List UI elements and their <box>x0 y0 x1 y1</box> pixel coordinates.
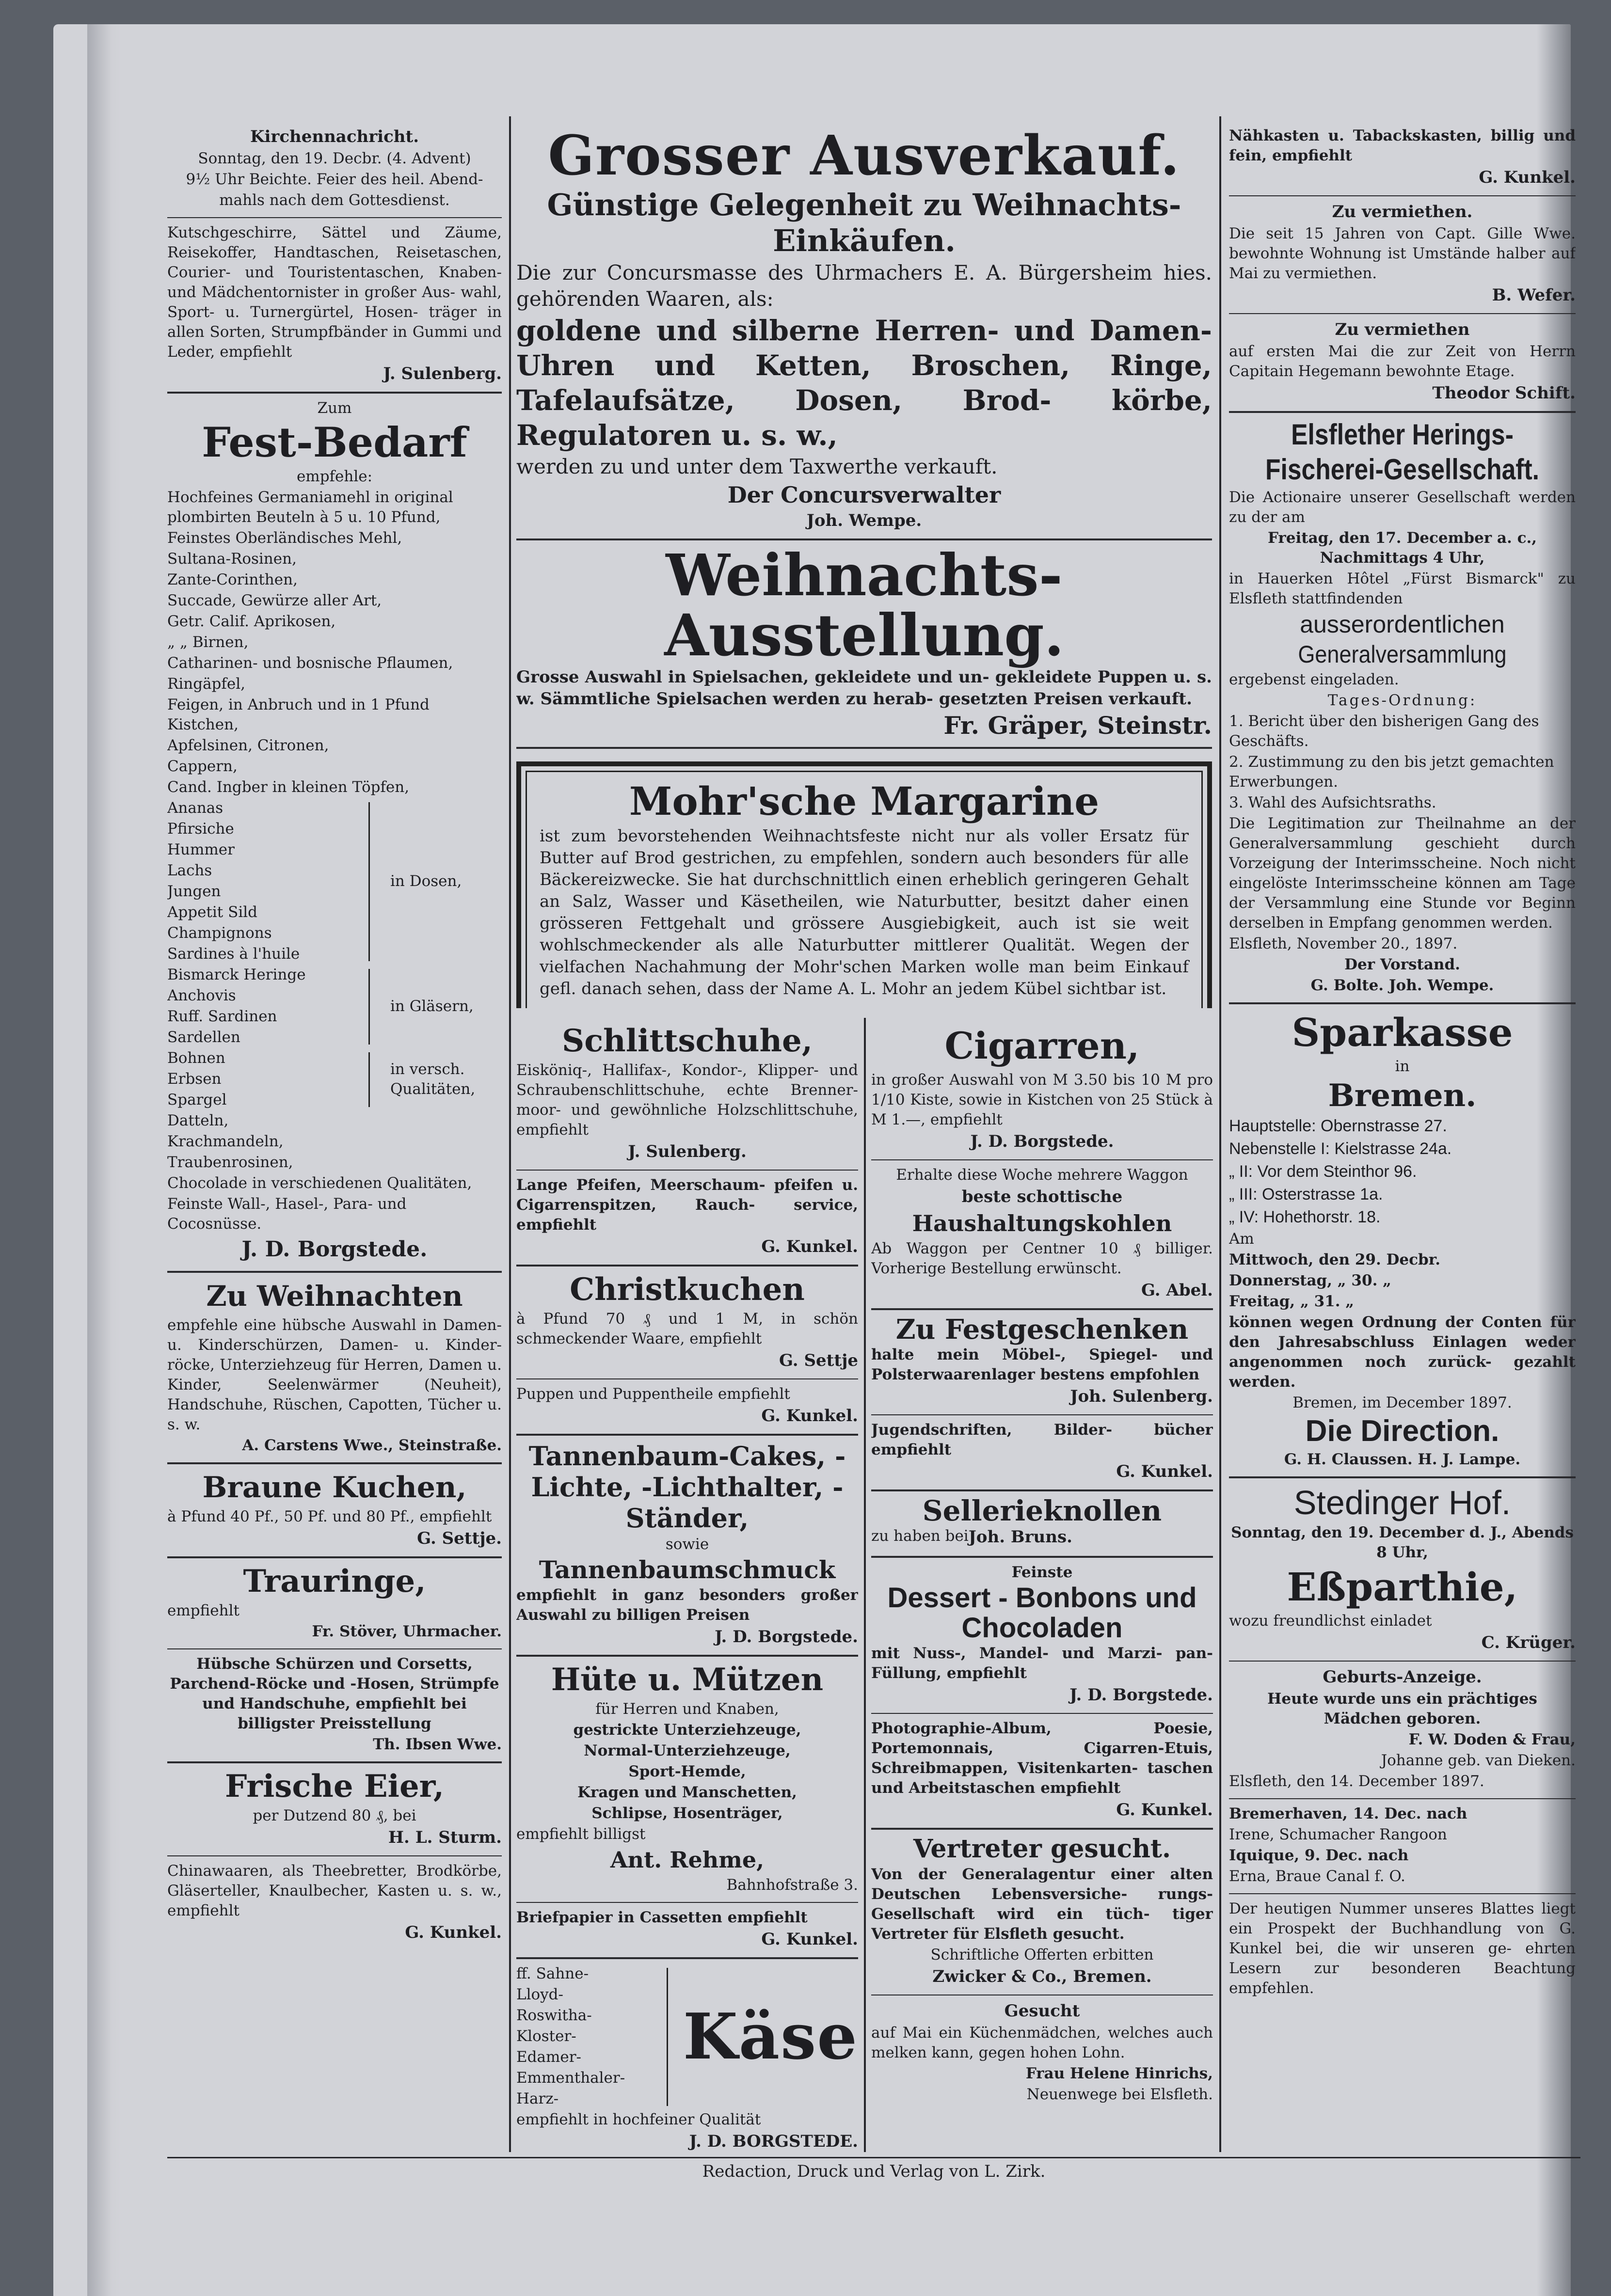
sattler-text: Kutschgeschirre, Sättel und Zäume, Reisekoffer, Handtaschen, Reisetaschen, Courier- und Touristentaschen, Knaben- und Mädchentornister in großer Aus- wahl, Sport- u. Turnergürtel, Hosen- träger in allen Sorten, Strumpfbänder in Gummi und Leder, empfiehlt <box>167 224 502 361</box>
divider <box>1229 1661 1576 1662</box>
divider <box>1229 1798 1576 1799</box>
kaese-group <box>516 1964 858 2110</box>
divider <box>516 1655 858 1657</box>
divider <box>167 1648 502 1649</box>
trauringe-text: empfiehlt <box>167 1602 239 1619</box>
fest-glas-group <box>167 965 502 1048</box>
vertreter-text: Schriftliche Offerten erbitten <box>930 1946 1154 1963</box>
stedinger-hof-event: Eßparthie, <box>1287 1564 1518 1610</box>
geburt-ad <box>1229 1666 1576 1791</box>
herings-vorstand: Der Vorstand. <box>1344 956 1460 973</box>
sattler-ad <box>167 223 502 385</box>
column-2 <box>516 1023 858 2152</box>
vermiethen-text: Die seit 15 Jahren von Capt. Gille Wwe. bewohnte Wohnung ist Umstände halber auf Mai zu vermiethen. <box>1229 225 1576 282</box>
pfeifen-ad <box>516 1175 858 1258</box>
gesucht-title: Gesucht <box>1004 2001 1080 2021</box>
weihnachten-text: empfehle eine hübsche Auswahl in Damen- u. Kinderschürzen, Damen- u. Kinder- röcke, Unterziehzeug für Herren, Damen u. Kinder, Seelenwärmer (Neuheit), Handschuhe, Rüschen, Capotten, Tücher u. s. w. <box>167 1316 502 1433</box>
eier-text: per Dutzend 80 ₰, bei <box>253 1807 416 1824</box>
festgeschenke-title: Zu Festgeschenken <box>895 1314 1189 1346</box>
column-divider <box>864 1018 866 2152</box>
tannenbaum-text: empfiehlt in ganz besonders großer Auswahl zu billigen Preisen <box>516 1586 858 1624</box>
fest-line: Sultana-Rosinen, <box>167 550 297 568</box>
vertreter-text: Von der Generalagentur einer alten Deutschen Lebensversiche- rungs-Gesellschaft wird ein tüch- tiger Vertreter für Elsfleth gesucht. <box>871 1866 1213 1943</box>
divider <box>1229 1893 1576 1894</box>
fest-item: Champignons <box>167 924 272 942</box>
christkuchen-signature: G. Settje <box>779 1351 858 1370</box>
fest-line: Cappern, <box>167 758 238 775</box>
huete-line: für Herren und Knaben, <box>595 1700 779 1718</box>
fest-signature: J. D. Borgstede. <box>241 1237 428 1262</box>
margarine-text: ist zum bevorstehenden Weihnachtsfeste nicht nur als voller Ersatz für Butter auf Brod gestrichen, zu empfehlen, sondern auch besonders für alle Bäckereizwecke. Sie hat durchschnittlich einen erheblich geringeren Gehalt an Salz, Wasser und Käsetheilen, wie Naturbutter, besitzt daher einen grösseren Fettgehalt und grössere Ausgiebigkeit, auch ist sie weit wohlschmeckender als alle Naturbutter mittlerer Qualität. Wegen der vielfachen Nachahmung der Mohr'schen Marken wolle man beim Einkauf gefl. danach sehen, dass der Name A. L. Mohr an jedem Kübel sichtbar ist. <box>540 826 1189 998</box>
herings-text: Die Legitimation zur Theilnahme an der Generalversammlung geschieht durch Vorzeigung der Interimsscheine. Noch nicht eingelöste Interimsscheine können am Tage der Versammlung eine Stunde vor Beginn derselben in Empfang genommen werden. <box>1229 815 1576 932</box>
divider <box>871 1159 1213 1160</box>
ausverkauf-ad <box>516 126 1212 532</box>
jugend-text: Jugendschriften, Bilder- bücher empfiehlt <box>871 1421 1213 1458</box>
schiff-line: Bremerhaven, 14. Dec. nach <box>1229 1805 1467 1822</box>
sparkasse-day: Freitag, „ 31. „ <box>1229 1293 1355 1310</box>
schiff-line: Irene, Schumacher Rangoon <box>1229 1826 1447 1843</box>
kaese-signature: J. D. BORGSTEDE. <box>689 2132 858 2151</box>
bonbons-signature: J. D. Borgstede. <box>1069 1685 1213 1705</box>
kaese-item: Roswitha- <box>516 2007 592 2024</box>
vermiethen-ad-2 <box>1229 319 1576 404</box>
margarine-title: Mohr'sche Margarine <box>629 778 1100 824</box>
herings-agenda-item: 3. Wahl des Aufsichtsraths. <box>1229 794 1436 811</box>
ausstellung-title: Weihnachts-Ausstellung. <box>664 541 1064 669</box>
fest-line: Zante-Corinthen, <box>167 571 298 588</box>
column-1 <box>167 126 502 2152</box>
cigarren-text: in großer Auswahl von M 3.50 bis 10 M pro 1/10 Kiste, sowie in Kistchen von 25 Stück à M 1.—, empfiehlt <box>871 1071 1213 1128</box>
sparkasse-neben: „ III: Osterstrasse 1a. <box>1229 1185 1383 1203</box>
schiffs-nachrichten <box>1229 1804 1576 1886</box>
tannenbaum-signature: J. D. Borgstede. <box>715 1627 858 1647</box>
fest-line: Ringäpfel, <box>167 675 245 693</box>
fest-item: Anchovis <box>167 987 236 1004</box>
column-4 <box>1229 126 1576 2152</box>
divider <box>1229 313 1576 314</box>
sellerie-row <box>871 1526 1213 1549</box>
pfeifen-text: Lange Pfeifen, Meerschaum- pfeifen u. Cigarrenspitzen, Rauch- service, empfiehlt <box>516 1176 858 1234</box>
sparkasse-title: Sparkasse <box>1292 1010 1513 1055</box>
gesucht-signature: Neuenwege bei Elsfleth. <box>1026 2086 1213 2103</box>
fest-item: Appetit Sild <box>167 903 258 921</box>
geburt-title: Geburts-Anzeige. <box>1323 1667 1482 1687</box>
herings-heading: ausserordentlichen <box>1300 611 1505 638</box>
huete-line: Schlipse, Hosenträger, <box>591 1805 783 1822</box>
kaese-item: ff. Sahne- <box>516 1965 589 1982</box>
weihnachten-signature: A. Carstens Wwe., Steinstraße. <box>242 1437 502 1454</box>
fest-glas-label: in Gläsern, <box>390 997 474 1015</box>
ausverkauf-subtitle: Günstige Gelegenheit zu Weihnachts-Einkäufen. <box>547 187 1181 258</box>
vermiethen-ad-1 <box>1229 201 1576 306</box>
ausverkauf-title: Grosser Ausverkauf. <box>548 126 1180 188</box>
vermiethen-text: auf ersten Mai die zur Zeit von Herrn Capitain Hegemann bewohnte Etage. <box>1229 343 1576 380</box>
divider <box>167 1462 502 1464</box>
china-text: Chinawaaren, als Theebretter, Brodkörbe, Gläserteller, Knaulbecher, Kasten u. s. w., empfiehlt <box>167 1862 502 1919</box>
kohlen-bold: beste schottische <box>961 1187 1123 1206</box>
fest-line: Getr. Calif. Aprikosen, <box>167 613 336 630</box>
herings-place-date: Elsfleth, November 20., 1897. <box>1229 935 1458 952</box>
divider <box>516 1434 858 1436</box>
divider <box>167 217 502 218</box>
divider <box>516 1957 858 1959</box>
kirchen-line: Sonntag, den 19. Decbr. (4. Advent) <box>198 150 471 167</box>
divider <box>1229 1476 1576 1478</box>
herings-title: Elsflether Herings- <box>1291 418 1514 451</box>
sellerie-title: Sellerieknollen <box>922 1494 1162 1527</box>
puppen-signature: G. Kunkel. <box>761 1406 858 1425</box>
herings-title: Fischerei-Gesellschaft. <box>1265 453 1539 486</box>
sparkasse-am: Am <box>1229 1230 1254 1248</box>
stedinger-hof-ad <box>1229 1483 1576 1654</box>
ausverkauf-text: werden zu und unter dem Taxwerthe verkauft. <box>516 455 998 478</box>
bonbons-ad <box>871 1563 1213 1706</box>
fest-dosen-group <box>167 798 502 965</box>
christkuchen-title: Christkuchen <box>570 1271 805 1308</box>
geburt-text: Heute wurde uns ein prächtiges Mädchen geboren. <box>1267 1690 1537 1727</box>
kohlen-title: Haushaltungskohlen <box>912 1210 1172 1236</box>
kohlen-text: Ab Waggon per Centner 10 ₰ billiger. Vorherige Bestellung erwünscht. <box>871 1240 1213 1277</box>
sparkasse-neben: Nebenstelle I: Kielstrasse 24a. <box>1229 1140 1452 1158</box>
footer-rule <box>167 2157 1580 2158</box>
fest-line: Succade, Gewürze aller Art, <box>167 592 382 609</box>
geburt-date: Elsfleth, den 14. December 1897. <box>1229 1773 1484 1790</box>
brace-mark <box>667 1968 673 2106</box>
fest-line: Krachmandeln, <box>167 1133 284 1150</box>
vermiethen-title: Zu vermiethen <box>1335 320 1470 339</box>
fest-item: Jungen <box>167 883 221 900</box>
divider <box>516 538 1212 540</box>
fest-title: Fest-Bedarf <box>202 418 467 466</box>
kaese-text: empfiehlt in hochfeiner Qualität <box>516 2111 761 2128</box>
schuerzen-ad <box>167 1654 502 1755</box>
stedinger-hof-title: Stedinger Hof. <box>1293 1484 1511 1521</box>
fest-item: Sardines à l'huile <box>167 945 300 963</box>
column-3 <box>871 1023 1213 2152</box>
schlittschuhe-ad <box>516 1023 858 1163</box>
kirchen-line: 9½ Uhr Beichte. Feier des heil. Abend- <box>186 171 483 188</box>
sellerie-ad <box>871 1496 1213 1549</box>
vermiethen-title: Zu vermiethen. <box>1332 202 1473 222</box>
herings-date: Freitag, den 17. December a. c., Nachmittags 4 Uhr, <box>1267 529 1537 567</box>
weihnachten-title: Zu Weihnachten <box>206 1280 463 1313</box>
briefpapier-ad <box>516 1908 858 1950</box>
herings-ad <box>1229 418 1576 996</box>
gesucht-ad <box>871 2000 1213 2105</box>
briefpapier-text: Briefpapier in Cassetten empfiehlt <box>516 1909 808 1926</box>
divider <box>871 1489 1213 1491</box>
kaese-word: Käse <box>683 1999 858 2074</box>
kohlen-intro: Erhalte diese Woche mehrere Waggon <box>896 1166 1188 1184</box>
column-divider <box>509 116 511 2152</box>
china-signature: G. Kunkel. <box>405 1923 502 1942</box>
sparkasse-date: Bremen, im December 1897. <box>1292 1394 1512 1411</box>
ausverkauf-items: goldene und silberne Herren- und Damen-Uhren und Ketten, Broschen, Ringe, Tafelaufsätze, Dosen, Brod- körbe, Regulatoren u. s. w., <box>516 314 1212 452</box>
vermiethen-signature: Theodor Schift. <box>1432 383 1576 403</box>
herings-heading: Generalversammlung <box>1298 641 1507 668</box>
sparkasse-city: Bremen. <box>1328 1077 1477 1114</box>
fest-line: Feinstes Oberländisches Mehl, <box>167 529 402 547</box>
stedinger-hof-signature: C. Krüger. <box>1481 1633 1576 1652</box>
bonbons-pre: Feinste <box>1011 1564 1073 1581</box>
festgeschenke-ad <box>871 1315 1213 1408</box>
naeh-signature: G. Kunkel. <box>1479 168 1576 187</box>
fest-line: Catharinen- und bosnische Pflaumen, <box>167 654 453 672</box>
kaese-item: Emmenthaler- <box>516 2069 625 2087</box>
kohlen-signature: G. Abel. <box>1141 1281 1213 1300</box>
ausstellung-signature: Fr. Gräper, Steinstr. <box>943 711 1212 740</box>
huete-line: Kragen und Manschetten, <box>577 1784 797 1801</box>
tannenbaum-title: Tannenbaum-Cakes, -Lichte, -Lichthalter, -Ständer, <box>528 1441 846 1534</box>
margarine-ad <box>516 761 1212 1008</box>
sparkasse-neben: „ IV: Hohethorstr. 18. <box>1229 1208 1381 1226</box>
christkuchen-text: à Pfund 70 ₰ und 1 M, in schön schmeckender Waare, empfiehlt <box>516 1310 858 1347</box>
puppen-ad <box>516 1384 858 1427</box>
huete-line: empfiehlt billigst <box>516 1825 646 1843</box>
fest-line: Feinste Wall-, Hasel-, Para- und Cocosnüsse. <box>167 1195 407 1233</box>
fest-item: Hummer <box>167 841 235 858</box>
ausstellung-ad <box>516 541 1212 740</box>
naeh-text: Nähkasten u. Tabackskasten, billig und fein, empfiehlt <box>1229 127 1576 164</box>
page-content <box>167 97 1580 2215</box>
herings-agenda-item: 1. Bericht über den bisherigen Gang des Geschäfts. <box>1229 713 1539 750</box>
fest-item: Spargel <box>167 1091 227 1108</box>
kaese-item: Harz- <box>516 2090 559 2107</box>
bonbons-title: Dessert - Bonbons und <box>887 1582 1197 1614</box>
fest-empfehle: empfehle: <box>296 468 373 485</box>
eier-signature: H. L. Sturm. <box>388 1828 502 1847</box>
divider <box>516 1902 858 1903</box>
weihnachten-ad <box>167 1278 502 1456</box>
column-divider <box>1219 116 1221 2152</box>
trauringe-ad <box>167 1563 502 1642</box>
kaese-ad <box>516 1964 858 2152</box>
brace-mark <box>368 1052 381 1107</box>
kuchen-title: Braune Kuchen, <box>202 1471 467 1504</box>
kirchen-line: mahls nach dem Gottesdienst. <box>219 191 450 209</box>
sparkasse-ad <box>1229 1009 1576 1470</box>
divider <box>516 747 1212 749</box>
kirchen-notice <box>167 126 502 210</box>
sellerie-text: zu haben bei <box>871 1527 969 1545</box>
sparkasse-neben: „ II: Vor dem Steinthor 96. <box>1229 1162 1417 1181</box>
fest-line: Apfelsinen, Citronen, <box>167 737 329 754</box>
sparkasse-day: Mittwoch, den 29. Decbr. <box>1229 1251 1440 1268</box>
ausstellung-text: Grosse Auswahl in Spielsachen, gekleidete und un- gekleidete Puppen u. s. w. Sämmtliche Spielsachen werden zu herab- gesetzten Preisen verkauft. <box>516 667 1212 709</box>
huete-line: Sport-Hemde, <box>628 1763 746 1780</box>
divider <box>167 392 502 394</box>
kuchen-signature: G. Settje. <box>417 1529 502 1548</box>
sparkasse-text: können wegen Ordnung der Conten für den Jahresabschluss Einlagen weder angenommen noch zurück- gezahlt werden. <box>1229 1314 1576 1391</box>
cigarren-ad <box>871 1023 1213 1153</box>
herings-signature: G. Bolte. Joh. Wempe. <box>1310 977 1494 994</box>
sattler-signature: J. Sulenberg. <box>383 364 502 383</box>
fest-item: Bismarck Heringe <box>167 966 306 983</box>
fest-qual-label: in versch. Qualitäten, <box>390 1060 476 1098</box>
fest-item: Sardellen <box>167 1029 240 1046</box>
festgeschenke-text: halte mein Möbel-, Spiegel- und Polsterwaarenlager bestens empfohlen <box>871 1346 1213 1383</box>
gesucht-signature: Frau Helene Hinrichs, <box>1025 2065 1213 2082</box>
ausverkauf-signature: Der Concursverwalter <box>727 482 1001 508</box>
schlittschuhe-title: Schlittschuhe, <box>561 1023 813 1059</box>
eier-ad <box>167 1768 502 1849</box>
herings-text: Die Actionaire unserer Gesellschaft werden zu der am <box>1229 489 1576 526</box>
jugend-ad <box>871 1420 1213 1483</box>
tannenbaum-ad <box>516 1441 858 1648</box>
trauringe-title: Trauringe, <box>243 1563 426 1599</box>
kuchen-text: à Pfund 40 Pf., 50 Pf. und 80 Pf., empfiehlt <box>167 1508 492 1525</box>
fest-line: „ „ Birnen, <box>167 633 249 651</box>
vertreter-signature: Zwicker & Co., Bremen. <box>932 1967 1152 1986</box>
eier-title: Frische Eier, <box>224 1768 445 1805</box>
trauringe-signature: Fr. Stöver, Uhrmacher. <box>312 1623 502 1640</box>
photo-signature: G. Kunkel. <box>1116 1800 1213 1820</box>
huete-address: Bahnhofstraße 3. <box>726 1876 858 1894</box>
ausverkauf-text: Die zur Concursmasse des Uhrmachers E. A. Bürgersheim hies. gehörenden Waaren, als: <box>516 261 1212 311</box>
sparkasse-haupt: Hauptstelle: Obernstrasse 27. <box>1229 1117 1447 1135</box>
tannenbaum-sowie: sowie <box>665 1536 709 1553</box>
sparkasse-signature: G. H. Claussen. H. J. Lampe. <box>1284 1451 1521 1468</box>
festgeschenke-signature: Joh. Sulenberg. <box>1070 1387 1213 1406</box>
divider <box>167 1271 502 1273</box>
fest-line: Feigen, in Anbruch und in 1 Pfund Kistchen, <box>167 696 430 733</box>
herings-agenda-title: Tages-Ordnung: <box>1327 692 1477 709</box>
divider <box>516 1170 858 1171</box>
brace-mark <box>368 969 381 1045</box>
fest-item: Ruff. Sardinen <box>167 1008 277 1025</box>
fest-zum: Zum <box>317 399 352 417</box>
kirchen-title: Kirchennachricht. <box>250 127 419 146</box>
fest-line: Traubenrosinen, <box>167 1154 293 1171</box>
kaese-item: Edamer- <box>516 2048 581 2066</box>
divider <box>1229 411 1576 413</box>
kaese-item: Lloyd- <box>516 1986 563 2003</box>
pfeifen-signature: G. Kunkel. <box>761 1237 858 1256</box>
cigarren-signature: J. D. Borgstede. <box>970 1132 1114 1151</box>
fest-item: Erbsen <box>167 1070 222 1088</box>
huete-ad <box>516 1662 858 1895</box>
divider <box>871 1713 1213 1714</box>
kuchen-ad <box>167 1469 502 1550</box>
sellerie-signature: Joh. Bruns. <box>968 1527 1072 1547</box>
stedinger-hof-date: Sonntag, den 19. December d. J., Abends 8 Uhr, <box>1231 1524 1574 1561</box>
sparkasse-in: in <box>1395 1058 1410 1075</box>
vertreter-ad <box>871 1835 1213 1988</box>
divider <box>871 1414 1213 1415</box>
fest-qual-group <box>167 1048 502 1111</box>
imprint: Redaction, Druck und Verlag von L. Zirk. <box>702 2162 1046 2181</box>
photo-ad <box>871 1719 1213 1821</box>
divider <box>167 1855 502 1856</box>
fest-bedarf-ad <box>167 398 502 1264</box>
cigarren-title: Cigarren, <box>944 1024 1140 1067</box>
photo-text: Photographie-Album, Poesie, Portemonnais, Cigarren-Etuis, Schreibmappen, Visitenkarten- taschen und Arbeitstaschen empfiehlt <box>871 1720 1213 1797</box>
kohlen-ad <box>871 1165 1213 1301</box>
jugend-signature: G. Kunkel. <box>1116 1462 1213 1481</box>
china-ad <box>167 1861 502 1944</box>
fest-item: Bohnen <box>167 1049 225 1067</box>
schuerzen-text: Hübsche Schürzen und Corsetts, Parchend-Röcke und -Hosen, Strümpfe und Handschuhe, empfiehlt bei billigster Preisstellung <box>170 1655 499 1732</box>
briefpapier-signature: G. Kunkel. <box>761 1930 858 1949</box>
tannenbaum-bold: Tannenbaumschmuck <box>539 1555 836 1584</box>
divider <box>871 1308 1213 1310</box>
fest-dosen-label: in Dosen, <box>390 872 462 890</box>
page-gutter <box>87 24 121 2296</box>
huete-line: gestrickte Unterziehzeuge, <box>573 1721 801 1739</box>
huete-signature: Ant. Rehme, <box>610 1847 765 1873</box>
divider <box>871 1556 1213 1558</box>
geburt-signature: Johanne geb. van Dieken. <box>1381 1752 1576 1769</box>
divider <box>167 1556 502 1558</box>
herings-agenda-item: 2. Zustimmung zu den bis jetzt gemachten Erwerbungen. <box>1229 753 1554 791</box>
divider <box>1229 195 1576 196</box>
prospekt-text: Der heutigen Nummer unseres Blattes liegt ein Prospekt der Buchhandlung von G. Kunkel bei, die wir unseren ge- ehrten Lesern zur besonderen Beachtung empfehlen. <box>1229 1900 1576 1997</box>
divider <box>167 1761 502 1763</box>
schlittschuhe-signature: J. Sulenberg. <box>628 1142 747 1161</box>
huete-line: Normal-Unterziehzeuge, <box>584 1742 791 1759</box>
prospekt-notice <box>1229 1899 1576 1998</box>
fest-line: Chocolade in verschiedenen Qualitäten, <box>167 1174 472 1192</box>
fest-line: Datteln, <box>167 1112 229 1129</box>
divider <box>871 1828 1213 1830</box>
herings-text: ergebenst eingeladen. <box>1229 671 1399 688</box>
fest-item: Pfirsiche <box>167 820 234 838</box>
divider <box>516 1378 858 1379</box>
christkuchen-ad <box>516 1271 858 1372</box>
kaese-item: Kloster- <box>516 2027 576 2045</box>
gesucht-text: auf Mai ein Küchenmädchen, welches auch melken kann, gegen hohen Lohn. <box>871 2024 1213 2061</box>
schiff-line: Iquique, 9. Dec. nach <box>1229 1847 1409 1864</box>
huete-title: Hüte u. Mützen <box>551 1662 824 1698</box>
brace-mark <box>368 802 381 961</box>
vertreter-title: Vertreter gesucht. <box>913 1834 1171 1864</box>
bonbons-text: mit Nuss-, Mandel- und Marzi- pan-Füllung, empfiehlt <box>871 1645 1213 1682</box>
naeh-ad <box>1229 126 1576 189</box>
schuerzen-signature: Th. Ibsen Wwe. <box>373 1736 502 1753</box>
stedinger-hof-text: wozu freundlichst einladet <box>1229 1612 1432 1630</box>
ausverkauf-signature: Joh. Wempe. <box>806 511 922 530</box>
fest-item: Ananas <box>167 799 223 817</box>
divider <box>1229 1002 1576 1004</box>
schiff-line: Erna, Braue Canal f. O. <box>1229 1868 1405 1885</box>
fest-line: Cand. Ingber in kleinen Töpfen, <box>167 778 410 796</box>
geburt-signature: F. W. Doden & Frau, <box>1408 1731 1576 1748</box>
schlittschuhe-text: Eisköniq-, Hallifax-, Kondor-, Klipper- und Schraubenschlittschuhe, echte Brenner- moor- und gewöhnliche Holzschlittschuhe, empfiehlt <box>516 1061 858 1139</box>
sparkasse-day: Donnerstag, „ 30. „ <box>1229 1272 1391 1289</box>
divider <box>516 1265 858 1267</box>
herings-text: in Hauerken Hôtel „Fürst Bismarck" zu Elsfleth stattfindenden <box>1229 570 1576 607</box>
wide-center-column <box>516 126 1212 1008</box>
puppen-text: Puppen und Puppentheile empfiehlt <box>516 1385 790 1403</box>
sparkasse-direction: Die Direction. <box>1305 1414 1499 1448</box>
fest-line: Hochfeines Germaniamehl in original plombirten Beuteln à 5 u. 10 Pfund, <box>167 489 453 526</box>
bonbons-title: Chocoladen <box>961 1612 1123 1644</box>
fest-item: Lachs <box>167 862 212 879</box>
vermiethen-signature: B. Wefer. <box>1492 285 1576 305</box>
